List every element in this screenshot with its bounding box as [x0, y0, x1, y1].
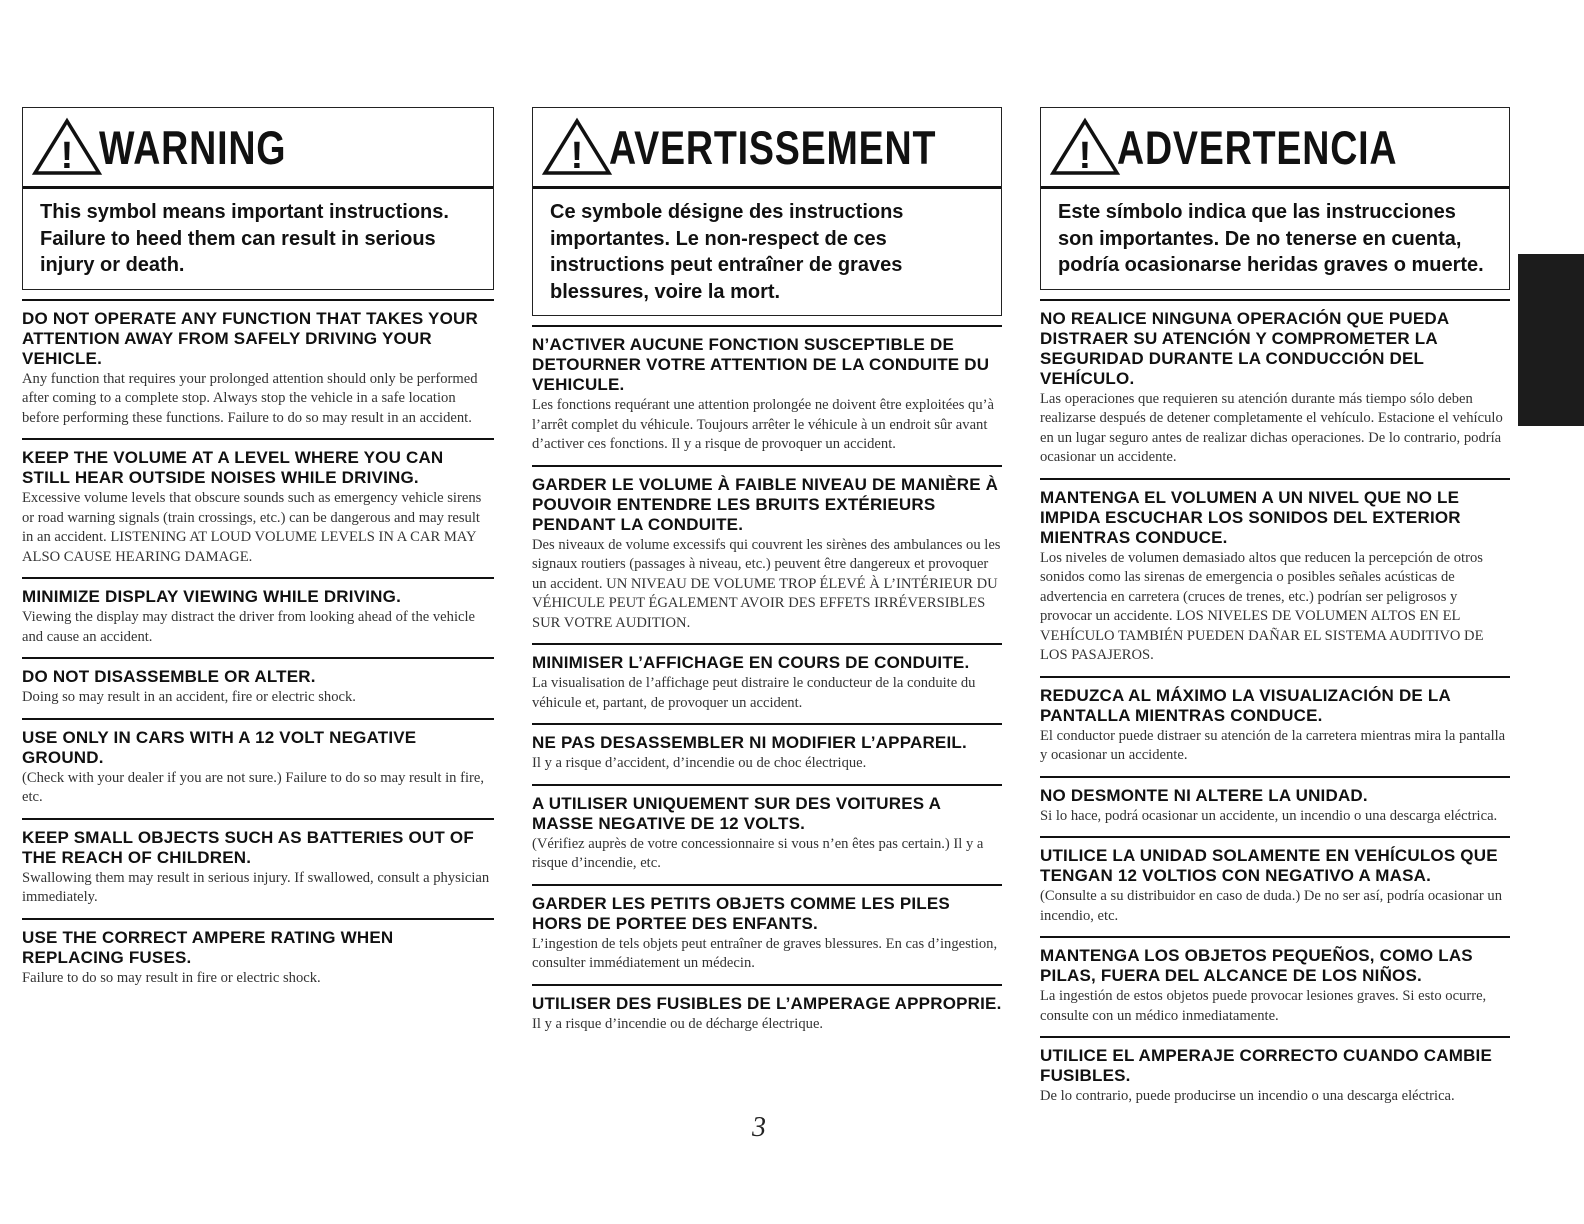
section-body: Doing so may result in an accident, fire or electric shock. — [22, 689, 356, 705]
page-number: 3 — [752, 1112, 766, 1143]
section-title: DO NOT OPERATE ANY FUNCTION THAT TAKES YOUR ATTENTION AWAY FROM SAFELY DRIVING YOUR VEHICLE. — [22, 308, 478, 368]
section-body: Failure to do so may result in fire or electric shock. — [22, 969, 321, 986]
section-title: USE THE CORRECT AMPERE RATING WHEN REPLACING FUSES. — [22, 927, 394, 967]
section-title: UTILICE EL AMPERAJE CORRECTO CUANDO CAMBIE FUSIBLES. — [1040, 1046, 1493, 1085]
section — [1040, 676, 1510, 776]
section — [532, 984, 1002, 1045]
section — [22, 438, 494, 577]
section-body: (Vérifiez auprès de votre concessionnaire si vous n’en êtes pas certain.) Il y a risque d’incendie, etc. — [532, 835, 984, 871]
section — [532, 325, 1002, 465]
section-body: Il y a risque d’accident, d’incendie ou de choc électrique. — [532, 755, 867, 771]
section-title: NE PAS DESASSEMBLER NI MODIFIER L’APPAREIL. — [532, 733, 967, 752]
section-list — [22, 299, 494, 999]
section-body: Il y a risque d’incendie ou de décharge électrique. — [532, 1015, 824, 1032]
warning-intro: This symbol means important instructions. Failure to heed them can result in serious injury or death. — [40, 201, 449, 276]
section-body: Viewing the display may distract the driver from looking ahead of the vehicle and cause an accident. — [22, 609, 476, 645]
section-title: MANTENGA LOS OBJETOS PEQUEÑOS, COMO LAS PILAS, FUERA DEL ALCANCE DE LOS NIÑOS. — [1040, 946, 1473, 985]
warning-triangle-icon — [541, 117, 613, 177]
section-body: Les fonctions requérant une attention prolongée ne doivent être exploitées qu’à l’arrêt complet du véhicule. Toujours arrêter le véhicule à un endroit sûr avant d’activer ces fonctions. Il y a risque de provoquer un accident. — [532, 397, 994, 452]
section — [22, 577, 494, 657]
section-body: (Consulte a su distribuidor en caso de duda.) De no ser así, podría ocasionar un incendio, etc. — [1040, 888, 1503, 924]
section-title: NO DESMONTE NI ALTERE LA UNIDAD. — [1040, 785, 1368, 805]
section-body: De lo contrario, puede producirse un incendio o una descarga eléctrica. — [1040, 1088, 1455, 1104]
section-body: L’ingestion de tels objets peut entraîner de graves blessures. En cas d’ingestion, consulter immédiatement un médecin. — [532, 935, 998, 971]
warning-header — [23, 108, 493, 189]
warning-title: WARNING — [99, 120, 287, 174]
warning-triangle-icon — [31, 117, 103, 177]
section-title: MINIMISER L’AFFICHAGE EN COURS DE CONDUITE. — [532, 653, 970, 672]
section — [532, 784, 1002, 884]
section — [22, 718, 494, 818]
section-title: DO NOT DISASSEMBLE OR ALTER. — [22, 667, 316, 686]
section — [532, 723, 1002, 784]
section-title: REDUZCA AL MÁXIMO LA VISUALIZACIÓN DE LA PANTALLA MIENTRAS CONDUCE. — [1040, 685, 1451, 725]
section-title: MANTENGA EL VOLUMEN A UN NIVEL QUE NO LE IMPIDA ESCUCHAR LOS SONIDOS DEL EXTERIOR MIENTRAS CONDUCE. — [1040, 487, 1461, 547]
section-title: MINIMIZE DISPLAY VIEWING WHILE DRIVING. — [22, 587, 401, 606]
section-title: UTILICE LA UNIDAD SOLAMENTE EN VEHÍCULOS QUE TENGAN 12 VOLTIOS CON NEGATIVO A MASA. — [1040, 846, 1498, 885]
section-title: KEEP THE VOLUME AT A LEVEL WHERE YOU CAN STILL HEAR OUTSIDE NOISES WHILE DRIVING. — [22, 448, 444, 487]
section-title: GARDER LE VOLUME À FAIBLE NIVEAU DE MANIÈRE À POUVOIR ENTENDRE LES BRUITS EXTÉRIEURS PENDANT LA CONDUITE. — [532, 474, 999, 534]
section-body: El conductor puede distraer su atención de la carretera mientras mira la pantalla y ocasionar un accidente. — [1040, 727, 1506, 763]
section — [1040, 478, 1510, 676]
section — [1040, 776, 1510, 837]
warning-title: ADVERTENCIA — [1117, 120, 1398, 174]
section — [22, 918, 494, 999]
column-english — [22, 107, 494, 998]
section — [532, 643, 1002, 723]
section-body: (Check with your dealer if you are not sure.) Failure to do so may result in fire, etc. — [22, 769, 485, 805]
section-body: Los niveles de volumen demasiado altos que reducen la percepción de otros sonidos como las sirenas de emergencia o posibles señales acústicas de advertencia en carretera (cruces de trenes, etc.) podrían ser peligrosos y provocar un accidente. LOS NIVELES DE VOLUMEN ALTOS EN EL VEHÍCULO TAMBIÉN PUEDEN DAÑAR EL SISTEMA AUDITIVO DE LOS PASAJEROS. — [1040, 549, 1484, 663]
warning-title: AVERTISSEMENT — [609, 120, 937, 174]
warning-triangle-icon — [1049, 117, 1121, 177]
section-tab-marker — [1518, 254, 1584, 426]
warning-box — [22, 107, 494, 290]
svg-text:!: ! — [1078, 135, 1092, 177]
section-title: UTILISER DES FUSIBLES DE L’AMPERAGE APPROPRIE. — [532, 993, 1002, 1013]
section — [1040, 836, 1510, 936]
section-body: Las operaciones que requieren su atención durante más tiempo sólo deben realizarse después de detener completamente el vehículo. Estacione el vehículo en un lugar seguro antes de realizar dichas operaciones. De lo contrario, podría ocasionar un accidente. — [1040, 390, 1503, 465]
section — [22, 818, 494, 918]
warning-box — [1040, 107, 1510, 290]
section-title: USE ONLY IN CARS WITH A 12 VOLT NEGATIVE GROUND. — [22, 727, 417, 767]
section-title: N’ACTIVER AUCUNE FONCTION SUSCEPTIBLE DE DETOURNER VOTRE ATTENTION DE LA CONDUITE DU VEHICULE. — [532, 335, 990, 394]
section-body: Excessive volume levels that obscure sounds such as emergency vehicle sirens or road warning signals (train crossings, etc.) can be dangerous and may result in an accident. LISTENING AT LOUD VOLUME LEVELS IN A CAR MAY ALSO CAUSE HEARING DAMAGE. — [22, 490, 482, 565]
section-title: A UTILISER UNIQUEMENT SUR DES VOITURES A MASSE NEGATIVE DE 12 VOLTS. — [532, 793, 941, 833]
section-body: La visualisation de l’affichage peut distraire le conducteur de la conduite du véhicule et, partant, de provoquer un accident. — [532, 675, 976, 711]
warning-header — [1041, 108, 1509, 189]
section — [22, 299, 494, 439]
section — [1040, 299, 1510, 478]
svg-text:!: ! — [60, 135, 74, 177]
section — [1040, 936, 1510, 1036]
warning-intro: Este símbolo indica que las instrucciones son importantes. De no tenerse en cuenta, podría ocasionarse heridas graves o muerte. — [1058, 201, 1484, 276]
warning-box — [532, 107, 1002, 316]
column-french — [532, 107, 1002, 1044]
section-body: Any function that requires your prolonged attention should only be performed after coming to a complete stop. Always stop the vehicle in a safe location before performing these functions. Failure to do so may result in an accident. — [22, 370, 478, 426]
section-body: Si lo hace, podrá ocasionar un accidente, un incendio o una descarga eléctrica. — [1040, 807, 1498, 824]
section-list — [532, 325, 1002, 1044]
section-list — [1040, 299, 1510, 1117]
svg-text:!: ! — [570, 135, 584, 177]
section-body: Swallowing them may result in serious injury. If swallowed, consult a physician immediately. — [22, 869, 490, 905]
section — [532, 884, 1002, 984]
section — [22, 657, 494, 718]
section — [532, 465, 1002, 644]
column-spanish — [1040, 107, 1510, 1117]
section-title: GARDER LES PETITS OBJETS COMME LES PILES HORS DE PORTEE DES ENFANTS. — [532, 893, 950, 933]
section-body: Des niveaux de volume excessifs qui couvrent les sirènes des ambulances ou les signaux routiers (passages à niveau, etc.) peuvent être dangereux et provoquer un accident. UN NIVEAU DE VOLUME TROP ÉLEVÉ À L’INTÉRIEUR DU VÉHICULE PEUT ÉGALEMENT AVOIR DES EFFETS IRRÉVERSIBLES SUR VOTRE AUDITION. — [532, 536, 1001, 631]
section-title: KEEP SMALL OBJECTS SUCH AS BATTERIES OUT OF THE REACH OF CHILDREN. — [22, 827, 474, 867]
section-title: NO REALICE NINGUNA OPERACIÓN QUE PUEDA DISTRAER SU ATENCIÓN Y COMPROMETER LA SEGURIDAD DURANTE LA CONDUCCIÓN DEL VEHÍCULO. — [1040, 308, 1449, 388]
section — [1040, 1036, 1510, 1117]
section-body: La ingestión de estos objetos puede provocar lesiones graves. Si esto ocurre, consulte con un médico inmediatamente. — [1040, 988, 1487, 1024]
warning-header — [533, 108, 1001, 189]
warning-intro: Ce symbole désigne des instructions importantes. Le non-respect de ces instructions peut entraîner de graves blessures, voire la mort. — [550, 201, 904, 303]
